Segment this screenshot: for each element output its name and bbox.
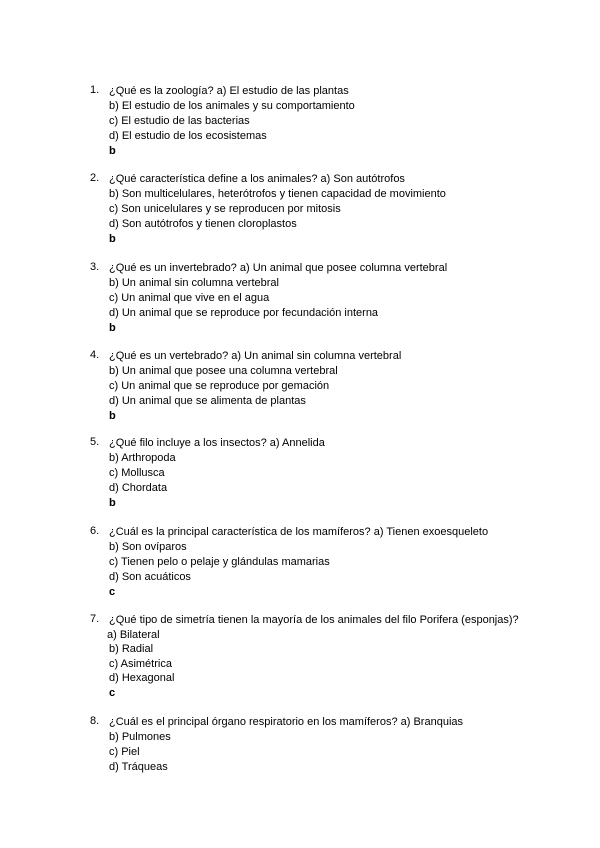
option: b) Son multicelulares, heterótrofos y tienen capacidad de movimiento <box>109 188 446 200</box>
option: d) Hexagonal <box>109 672 175 684</box>
question-number: 7. <box>90 613 100 625</box>
option: c) Mollusca <box>109 467 165 479</box>
option: b) Arthropoda <box>109 452 176 464</box>
answer: b <box>109 497 116 509</box>
option: d) Son acuáticos <box>109 571 191 583</box>
option: b) Un animal que posee una columna vertebral <box>109 365 338 377</box>
option: d) Tráqueas <box>109 761 168 773</box>
question-stem: ¿Qué es un vertebrado? a) Un animal sin columna vertebral <box>109 350 402 362</box>
option: d) Son autótrofos y tienen cloroplastos <box>109 218 297 230</box>
option: b) Radial <box>109 643 154 655</box>
question-number: 5. <box>90 436 100 448</box>
option: b) Un animal sin columna vertebral <box>109 277 279 289</box>
question-number: 2. <box>90 172 100 184</box>
option: d) Un animal que se reproduce por fecundación interna <box>109 307 379 319</box>
question-stem: ¿Qué tipo de simetría tienen la mayoría de los animales del filo Porifera (esponjas)? <box>109 614 519 626</box>
option: d) El estudio de los ecosistemas <box>109 130 267 142</box>
option: a) Bilateral <box>107 629 160 641</box>
option: c) Un animal que vive en el agua <box>109 292 270 304</box>
option: b) Son ovíparos <box>109 541 187 553</box>
option: d) Chordata <box>109 482 168 494</box>
option: b) Pulmones <box>109 731 171 743</box>
question-number: 6. <box>90 525 100 537</box>
option: c) Asimétrica <box>109 658 172 670</box>
answer: b <box>109 145 116 157</box>
option: b) El estudio de los animales y su comportamiento <box>109 100 355 112</box>
question-number: 8. <box>90 715 100 727</box>
question-number: 1. <box>90 84 100 96</box>
option: d) Un animal que se alimenta de plantas <box>109 395 306 407</box>
question-stem: ¿Qué característica define a los animales? a) Son autótrofos <box>109 173 405 185</box>
option: c) El estudio de las bacterias <box>109 115 250 127</box>
question-stem: ¿Cuál es la principal característica de los mamíferos? a) Tienen exoesqueleto <box>109 526 489 538</box>
answer: b <box>109 233 116 245</box>
question-number: 3. <box>90 261 100 273</box>
question-stem: ¿Cuál es el principal órgano respiratorio en los mamíferos? a) Branquias <box>109 716 464 728</box>
answer: b <box>109 410 116 422</box>
option: c) Son unicelulares y se reproducen por mitosis <box>109 203 341 215</box>
question-stem: ¿Qué es la zoología? a) El estudio de las plantas <box>109 85 349 97</box>
option: c) Tienen pelo o pelaje y glándulas mamarias <box>109 556 330 568</box>
answer: c <box>109 586 116 598</box>
option: c) Piel <box>109 746 140 758</box>
answer: b <box>109 322 116 334</box>
option: c) Un animal que se reproduce por gemación <box>109 380 330 392</box>
question-stem: ¿Qué es un invertebrado? a) Un animal que posee columna vertebral <box>109 262 448 274</box>
answer: c <box>109 687 116 699</box>
question-number: 4. <box>90 349 100 361</box>
question-stem: ¿Qué filo incluye a los insectos? a) Annelida <box>109 437 325 449</box>
